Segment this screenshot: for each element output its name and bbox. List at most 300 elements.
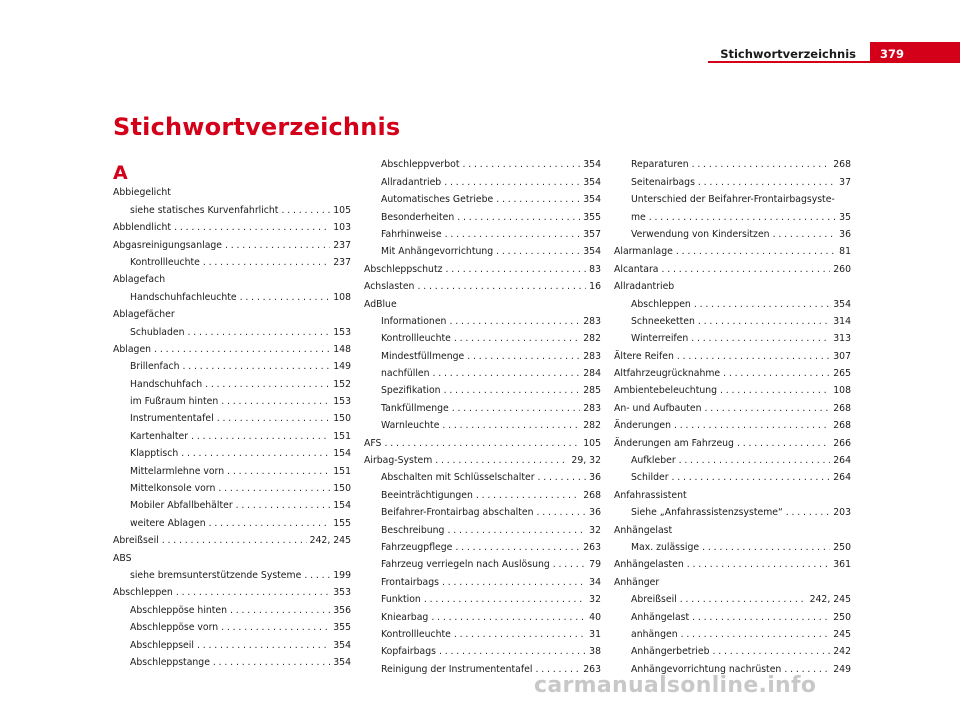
index-entry xyxy=(614,415,851,432)
entry-page: 16 xyxy=(589,281,601,293)
entry-text: Spezifikation xyxy=(381,385,441,397)
entry-page: 282 xyxy=(583,333,601,345)
entry-page: 284 xyxy=(583,368,601,380)
entry-page: 353 xyxy=(333,587,351,599)
index-entry xyxy=(614,380,851,397)
index-entry xyxy=(614,484,851,501)
entry-page: 237 xyxy=(333,256,351,268)
section-letter: A xyxy=(113,162,128,184)
entry-page: 34 xyxy=(589,576,601,588)
leader-dots xyxy=(445,229,581,241)
index-entry xyxy=(113,339,351,356)
entry-text: Fahrhinweise xyxy=(381,228,442,240)
index-subentry xyxy=(113,425,351,442)
entry-text: Automatisches Getriebe xyxy=(381,194,494,206)
index-entry xyxy=(614,397,851,414)
entry-page: 361 xyxy=(833,559,851,571)
index-entry xyxy=(614,363,851,380)
entry-page: 81 xyxy=(839,246,851,258)
entry-text: Änderungen am Fahrzeug xyxy=(614,437,734,449)
entry-text: Allradantrieb xyxy=(614,281,675,293)
index-entry xyxy=(614,345,851,362)
entry-text: Altfahrzeugrücknahme xyxy=(614,368,721,380)
entry-page: 264 xyxy=(833,455,851,467)
entry-page: 264 xyxy=(833,472,851,484)
entry-page: 263 xyxy=(583,663,601,675)
entry-text: Handschuhfachleuchte xyxy=(130,291,237,303)
index-column-2 xyxy=(364,154,601,676)
leader-dots xyxy=(454,629,586,641)
index-subentry xyxy=(614,154,851,171)
index-subentry xyxy=(364,154,601,171)
leader-dots xyxy=(183,361,331,373)
leader-dots xyxy=(225,240,330,252)
index-entry xyxy=(113,582,351,599)
leader-dots xyxy=(476,490,580,502)
entry-page: 36 xyxy=(589,472,601,484)
index-entry xyxy=(113,182,351,199)
index-subentry xyxy=(614,311,851,328)
entry-text: Besonderheiten xyxy=(381,211,455,223)
entry-page: 153 xyxy=(333,326,351,338)
entry-page: 103 xyxy=(333,222,351,234)
entry-page: 242, 245 xyxy=(809,594,851,606)
index-subentry xyxy=(614,224,851,241)
index-subentry xyxy=(364,467,601,484)
entry-page: 31 xyxy=(589,628,601,640)
entry-page: 260 xyxy=(833,263,851,275)
entry-text: siehe bremsunterstützende Systeme xyxy=(130,569,302,581)
entry-page: 154 xyxy=(333,448,351,460)
index-entry xyxy=(113,530,351,547)
leader-dots xyxy=(454,333,580,345)
entry-page: 155 xyxy=(333,517,351,529)
entry-page: 250 xyxy=(833,611,851,623)
entry-page: 149 xyxy=(333,361,351,373)
index-subentry xyxy=(113,443,351,460)
entry-text: ABS xyxy=(113,552,132,564)
entry-text: Abschleppen xyxy=(113,587,173,599)
leader-dots xyxy=(447,525,586,537)
index-subentry xyxy=(364,311,601,328)
index-subentry xyxy=(614,467,851,484)
index-subentry xyxy=(614,328,851,345)
entry-text: An- und Aufbauten xyxy=(614,402,702,414)
entry-page: 282 xyxy=(583,420,601,432)
entry-page: 152 xyxy=(333,378,351,390)
entry-text: Alcantara xyxy=(614,263,659,275)
index-subentry xyxy=(364,397,601,414)
entry-page: 313 xyxy=(833,333,851,345)
entry-text: Max. zulässige xyxy=(631,541,700,553)
entry-text: Achslasten xyxy=(364,281,415,293)
leader-dots xyxy=(217,413,331,425)
entry-text: Abschleppöse hinten xyxy=(130,604,228,616)
index-entry xyxy=(614,571,851,588)
leader-dots xyxy=(445,264,586,276)
entry-text: Anhängerbetrieb xyxy=(631,646,710,658)
leader-dots xyxy=(538,472,587,484)
index-entry xyxy=(113,269,351,286)
entry-text: im Fußraum hinten xyxy=(130,396,219,408)
index-subentry xyxy=(113,199,351,216)
entry-page: 151 xyxy=(333,430,351,442)
index-subentry xyxy=(364,328,601,345)
index-subentry xyxy=(364,589,601,606)
entry-page: 32 xyxy=(589,524,601,536)
entry-text: Frontairbags xyxy=(381,576,439,588)
index-subentry xyxy=(113,356,351,373)
leader-dots xyxy=(702,542,830,554)
leader-dots xyxy=(457,212,580,224)
index-entry xyxy=(364,450,601,467)
entry-text: Schubladen xyxy=(130,326,185,338)
index-subentry xyxy=(614,189,851,206)
entry-text: Mobiler Abfallbehälter xyxy=(130,500,233,512)
leader-dots xyxy=(674,420,830,432)
entry-page: 29, 32 xyxy=(571,455,601,467)
index-subentry xyxy=(113,286,351,303)
index-subentry xyxy=(364,641,601,658)
entry-text: Ambientebeleuchtung xyxy=(614,385,718,397)
entry-page: 148 xyxy=(333,343,351,355)
leader-dots xyxy=(773,229,837,241)
entry-text: Abschleppstange xyxy=(130,656,210,668)
leader-dots xyxy=(240,292,331,304)
entry-text: AFS xyxy=(364,437,382,449)
entry-page: 314 xyxy=(833,315,851,327)
leader-dots xyxy=(496,246,580,258)
entry-page: 355 xyxy=(583,211,601,223)
index-subentry xyxy=(113,460,351,477)
index-subentry xyxy=(113,321,351,338)
entry-text: Anhängelasten xyxy=(614,559,684,571)
index-subentry xyxy=(614,502,851,519)
entry-text: Kontrollleuchte xyxy=(381,333,451,345)
leader-dots xyxy=(687,559,831,571)
entry-text: Fahrzeugpflege xyxy=(381,541,453,553)
entry-text: Kartenhalter xyxy=(130,430,189,442)
entry-page: 36 xyxy=(839,228,851,240)
entry-text: Abreißseil xyxy=(113,535,159,547)
leader-dots xyxy=(737,438,830,450)
entry-text: Abschleppen xyxy=(631,298,691,310)
entry-page: 354 xyxy=(583,176,601,188)
entry-page: 37 xyxy=(839,176,851,188)
index-subentry xyxy=(364,606,601,623)
index-subentry xyxy=(614,589,851,606)
entry-page: 242, 245 xyxy=(309,535,351,547)
leader-dots xyxy=(786,507,830,519)
leader-dots xyxy=(227,466,330,478)
entry-page: 237 xyxy=(333,239,351,251)
entry-text: Beifahrer-Frontairbag abschalten xyxy=(381,507,534,519)
entry-text: Ablagen xyxy=(113,343,152,355)
entry-page: 354 xyxy=(333,656,351,668)
index-entry xyxy=(614,554,851,571)
entry-page: 249 xyxy=(833,663,851,675)
leader-dots xyxy=(213,657,330,669)
entry-text: AdBlue xyxy=(364,298,397,310)
leader-dots xyxy=(444,177,580,189)
entry-page: 285 xyxy=(583,385,601,397)
entry-text: Reinigung der Instrumententafel xyxy=(381,663,533,675)
index-subentry xyxy=(364,224,601,241)
index-subentry xyxy=(364,380,601,397)
leader-dots xyxy=(417,281,586,293)
entry-page: 268 xyxy=(583,489,601,501)
entry-page: 151 xyxy=(333,465,351,477)
entry-text: Ablagefach xyxy=(113,274,166,286)
leader-dots xyxy=(154,344,330,356)
entry-text: Anhänger xyxy=(614,576,660,588)
index-subentry xyxy=(113,652,351,669)
leader-dots xyxy=(442,420,580,432)
entry-page: 283 xyxy=(583,315,601,327)
entry-text: Kopfairbags xyxy=(381,646,436,658)
entry-text: Seitenairbags xyxy=(631,176,695,188)
index-subentry xyxy=(614,624,851,641)
entry-text: Allradantrieb xyxy=(381,176,442,188)
entry-text: Fahrzeug verriegeln nach Auslösung xyxy=(381,559,550,571)
entry-text: Kontrollleuchte xyxy=(381,628,451,640)
entry-text: Abblendlicht xyxy=(113,222,172,234)
entry-text: Beschreibung xyxy=(381,524,445,536)
entry-text: Abreißseil xyxy=(631,594,677,606)
index-subentry xyxy=(364,415,601,432)
entry-text: siehe statisches Kurvenfahrlicht xyxy=(130,204,279,216)
index-entry xyxy=(113,304,351,321)
entry-page: 354 xyxy=(583,159,601,171)
leader-dots xyxy=(692,612,830,624)
leader-dots xyxy=(662,264,831,276)
index-subentry xyxy=(364,537,601,554)
entry-text: Airbag-System xyxy=(364,455,433,467)
index-subentry xyxy=(614,450,851,467)
entry-text: Abbiegelicht xyxy=(113,187,171,199)
index-entry xyxy=(113,217,351,234)
index-subentry xyxy=(113,565,351,582)
index-subentry xyxy=(113,512,351,529)
watermark: carmanualsonline.info xyxy=(534,673,817,698)
entry-page: 355 xyxy=(333,622,351,634)
entry-page: 357 xyxy=(583,228,601,240)
entry-text: anhängen xyxy=(631,628,678,640)
entry-page: 108 xyxy=(833,385,851,397)
entry-page: 32 xyxy=(589,594,601,606)
entry-text: Klapptisch xyxy=(130,448,179,460)
leader-dots xyxy=(679,455,831,467)
index-subentry xyxy=(113,634,351,651)
leader-dots xyxy=(203,257,330,269)
entry-text: Kniearbag xyxy=(381,611,429,623)
entry-text: Abschalten mit Schlüsselschalter xyxy=(381,472,535,484)
entry-page: 354 xyxy=(583,194,601,206)
index-subentry xyxy=(364,171,601,188)
leader-dots xyxy=(698,177,836,189)
leader-dots xyxy=(162,535,307,547)
entry-page: 242 xyxy=(833,646,851,658)
leader-dots xyxy=(698,316,830,328)
entry-text: Mittelkonsole vorn xyxy=(130,483,216,495)
entry-page: 268 xyxy=(833,420,851,432)
index-subentry xyxy=(113,599,351,616)
entry-page: 307 xyxy=(833,350,851,362)
leader-dots xyxy=(455,542,580,554)
entry-page: 150 xyxy=(333,483,351,495)
entry-page: 105 xyxy=(583,437,601,449)
index-column-3 xyxy=(614,154,851,676)
entry-page: 40 xyxy=(589,611,601,623)
entry-text: Warnleuchte xyxy=(381,420,440,432)
entry-text: Tankfüllmenge xyxy=(381,402,449,414)
entry-text: Ablagefächer xyxy=(113,309,175,321)
leader-dots xyxy=(188,327,331,339)
leader-dots xyxy=(424,594,586,606)
entry-page: 83 xyxy=(589,263,601,275)
page-header xyxy=(0,0,960,80)
page-number: 379 xyxy=(880,47,905,61)
index-entry xyxy=(614,276,851,293)
entry-page: 265 xyxy=(833,368,851,380)
index-entry xyxy=(364,432,601,449)
leader-dots xyxy=(444,385,581,397)
entry-text: Schneeketten xyxy=(631,315,695,327)
entry-text: Siehe „Anfahrassistenzsysteme“ xyxy=(631,507,783,519)
entry-page: 266 xyxy=(833,437,851,449)
page-title: Stichwortverzeichnis xyxy=(113,113,401,141)
index-subentry xyxy=(614,293,851,310)
leader-dots xyxy=(431,612,586,624)
entry-page: 36 xyxy=(589,507,601,519)
index-subentry xyxy=(614,641,851,658)
leader-dots xyxy=(467,351,580,363)
entry-page: 38 xyxy=(589,646,601,658)
entry-page: 354 xyxy=(833,298,851,310)
leader-dots xyxy=(304,570,330,582)
index-subentry xyxy=(113,495,351,512)
index-subentry xyxy=(364,484,601,501)
entry-text: Abschleppschutz xyxy=(364,263,443,275)
entry-text: Anfahrassistent xyxy=(614,489,687,501)
index-entry xyxy=(614,258,851,275)
entry-page: 35 xyxy=(839,211,851,223)
leader-dots xyxy=(449,316,580,328)
entry-page: 268 xyxy=(833,159,851,171)
index-entry xyxy=(113,234,351,251)
leader-dots xyxy=(649,212,836,224)
index-subentry xyxy=(113,252,351,269)
index-entry xyxy=(364,276,601,293)
leader-dots xyxy=(463,159,581,171)
entry-page: 354 xyxy=(333,639,351,651)
index-entry xyxy=(364,258,601,275)
leader-dots xyxy=(174,222,330,234)
index-subentry xyxy=(364,241,601,258)
leader-dots xyxy=(720,385,830,397)
entry-text: Aufkleber xyxy=(631,455,676,467)
entry-text: Schilder xyxy=(631,472,669,484)
leader-dots xyxy=(704,403,830,415)
entry-text: Reparaturen xyxy=(631,159,689,171)
leader-dots xyxy=(218,483,330,495)
entry-text: Änderungen xyxy=(614,420,671,432)
entry-text: Kontrollleuchte xyxy=(130,256,200,268)
entry-text: Anhängevorrichtung nachrüsten xyxy=(631,663,782,675)
entry-text: Abschleppverbot xyxy=(381,159,460,171)
entry-page: 354 xyxy=(583,246,601,258)
index-subentry xyxy=(364,189,601,206)
leader-dots xyxy=(181,448,330,460)
index-subentry xyxy=(614,606,851,623)
leader-dots xyxy=(433,368,581,380)
index-entry xyxy=(113,547,351,564)
index-entry xyxy=(364,293,601,310)
leader-dots xyxy=(435,455,568,467)
index-subentry xyxy=(113,478,351,495)
index-entry xyxy=(614,241,851,258)
entry-page: 263 xyxy=(583,541,601,553)
entry-text: Beeinträchtigungen xyxy=(381,489,473,501)
leader-dots xyxy=(676,246,836,258)
index-subentry xyxy=(614,537,851,554)
leader-dots xyxy=(230,605,330,617)
entry-page: 250 xyxy=(833,541,851,553)
leader-dots xyxy=(537,507,587,519)
leader-dots xyxy=(281,205,330,217)
entry-page: 356 xyxy=(333,604,351,616)
leader-dots xyxy=(553,559,586,571)
index-subentry xyxy=(614,206,851,223)
leader-dots xyxy=(680,594,807,606)
leader-dots xyxy=(221,622,330,634)
entry-text: Informationen xyxy=(381,315,447,327)
entry-page: 79 xyxy=(589,559,601,571)
entry-text: nachfüllen xyxy=(381,368,430,380)
entry-text: Verwendung von Kindersitzen xyxy=(631,228,770,240)
entry-page: 105 xyxy=(333,204,351,216)
index-subentry xyxy=(364,624,601,641)
entry-page: 283 xyxy=(583,402,601,414)
leader-dots xyxy=(221,396,330,408)
entry-text: Mit Anhängevorrichtung xyxy=(381,246,494,258)
leader-dots xyxy=(176,587,330,599)
leader-dots xyxy=(442,577,586,589)
leader-dots xyxy=(439,646,586,658)
leader-dots xyxy=(209,518,331,530)
leader-dots xyxy=(692,159,831,171)
entry-text: Mindestfüllmenge xyxy=(381,350,465,362)
leader-dots xyxy=(712,646,830,658)
index-subentry xyxy=(364,363,601,380)
entry-text: Instrumententafel xyxy=(130,413,214,425)
entry-text: Winterreifen xyxy=(631,333,689,345)
entry-text: Unterschied der Beifahrer-Frontairbagsyste- xyxy=(631,194,835,206)
index-entry xyxy=(614,432,851,449)
header-title: Stichwortverzeichnis xyxy=(720,47,856,61)
entry-page: 203 xyxy=(833,507,851,519)
index-subentry xyxy=(364,345,601,362)
index-subentry xyxy=(364,519,601,536)
leader-dots xyxy=(384,438,580,450)
entry-page: 268 xyxy=(833,402,851,414)
leader-dots xyxy=(496,194,580,206)
entry-text: me xyxy=(631,211,646,223)
leader-dots xyxy=(723,368,830,380)
index-subentry xyxy=(614,171,851,188)
entry-page: 150 xyxy=(333,413,351,425)
entry-page: 153 xyxy=(333,396,351,408)
